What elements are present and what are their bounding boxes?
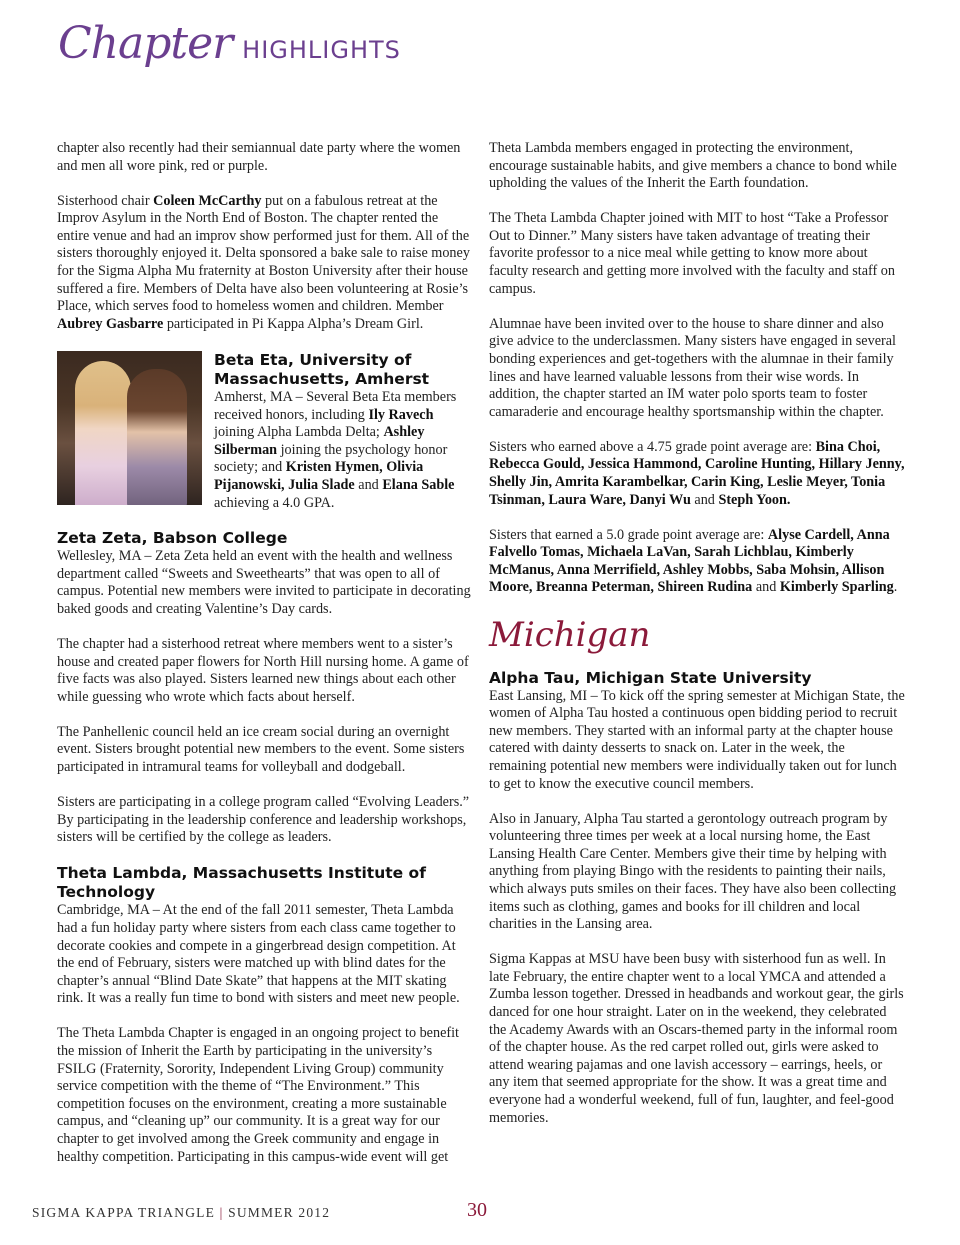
zeta-zeta-paragraph: Sisters are participating in a college program called “Evolving Leaders.” By participating in the leadership conference and leadership workshops, sisters will be certified by the college as leaders. (57, 794, 470, 846)
header-caps-word: HIGHLIGHTS (242, 36, 401, 64)
page-footer (32, 1205, 330, 1221)
alpha-tau-paragraph: Sigma Kappas at MSU have been busy with sisterhood fun as well. In late February, the entire chapter went to a local YMCA and attended a Zumba lesson together. Dressed in headbands and workout gear, the girls danced for one hour straight. Later on in the weekend, they celebrated the Academy Awards with an Oscars-themed party in the informal room of the chapter house. As the red carpet rolled out, girls were asked to attend wearing pajamas and one lavish accessory – earrings, heels, or any item that seemed appropriate for the show. It was a great time and everyone had a wonderful weekend, full of fun, laughter, and feel-good memories. (489, 951, 904, 1126)
zeta-zeta-paragraph: The Panhellenic council held an ice cream social during an overnight event. Sisters brought potential new members to the event. Some sisters participated in intramural teams for volleyball and dodgeball. (57, 723, 465, 776)
intro-paragraph-1: chapter also recently had their semiannual date party where the women and men all wore pink, red or purple. (57, 140, 461, 174)
state-heading: Michigan (489, 614, 651, 655)
footer-separator: | (219, 1205, 224, 1220)
page-header (58, 18, 401, 98)
intro-paragraph-2: Sisterhood chair Coleen McCarthy put on a fabulous retreat at the Improv Asylum in the North End of Boston. The chapter rented the entire venue and had an improv show performed just for them. All of the sisters thoroughly enjoyed it. Delta sponsored a bake sale to raise money for the Sigma Alpha Mu fraternity at Boston University after their house suffered a fire. Members of Delta have also been volunteering at Rosie’s Place, which serves food to homeless women and children. Member Aubrey Gasbarre participated in Pi Kappa Alpha’s Dream Girl. (57, 192, 470, 332)
photo-figure-right (127, 369, 187, 505)
alpha-tau-paragraph: Also in January, Alpha Tau started a gerontology outreach program by volunteering three times per week at a local nursing home, the East Lansing Health Care Center. Members give their time by helping with anything from playing Bingo with the residents to painting their nails, which always puts smiles on their faces. They have also been collecting items such as clothing, games and books for ill children and local charities in the Lansing area. (489, 810, 897, 933)
chapter-photo (57, 351, 202, 505)
section-heading: Theta Lambda, Massachusetts Institute of Technology (57, 864, 426, 902)
beta-eta-text (214, 351, 471, 512)
gpa-4-75-list: Sisters who earned above a 4.75 grade point average are: Bina Choi, Rebecca Gould, Jessica Hammond, Caroline Hunting, Hillary Jenny, Shelly Jin, Amrita Karambelkar, Carin King, Leslie Meyer, Tonia Tsinman, Laura Ware, Danyi Wu and Steph Yoon. (489, 438, 905, 508)
publication-name: SIGMA KAPPA TRIANGLE (32, 1205, 216, 1220)
theta-lambda-paragraph: The Theta Lambda Chapter joined with MIT to host “Take a Professor Out to Dinner.” Many sisters have taken advantage of treating their favorite professor to a nice meal while getting to know more about faculty research and getting more involved with the faculty and staff on campus. (489, 210, 895, 297)
member-name: Aubrey Gasbarre (57, 315, 164, 332)
left-column (57, 140, 471, 1184)
section-heading: Alpha Tau, Michigan State University (489, 668, 812, 687)
issue-label: SUMMER 2012 (228, 1205, 331, 1220)
beta-eta-paragraph: Amherst, MA – Several Beta Eta members received honors, including Ily Ravech joining Alpha Lambda Delta; Ashley Silberman joining the psychology honor society; and Kristen Hymen, Olivia Pijanowski, Julia Slade and Elana Sable achieving a 4.0 GPA. (214, 388, 457, 511)
theta-lambda-paragraph: Alumnae have been invited over to the house to share dinner and also give advice to the underclassmen. Many sisters have engaged in several bonding experiences and get-togethers with the alumnae in their family lines and have learned valuable lessons from their wise words. In addition, the chapter started an IM water polo sports team to foster camaraderie and encourage healthy sportsmanship within the chapter. (489, 315, 896, 420)
header-script-word: Chapter (58, 18, 233, 69)
right-column (489, 140, 905, 1145)
beta-eta-section (57, 351, 471, 512)
theta-lambda-paragraph: Cambridge, MA – At the end of the fall 2011 semester, Theta Lambda had a fun holiday party where sisters from each class came together to decorate cookies and compete in a gingerbread design competition. At the end of February, sisters were matched up with blind dates for the chapter’s annual “Blind Date Skate” that happens at the MIT skating rink. It was a really fun time to bond with sisters and meet new people. (57, 902, 460, 1007)
photo-figure-left (75, 361, 131, 505)
section-heading: Zeta Zeta, Babson College (57, 529, 288, 548)
alpha-tau-paragraph: East Lansing, MI – To kick off the spring semester at Michigan State, the women of Alpha Tau hosted a continuous open bidding period to recruit new members. They started with an informal party at the chapter house catered with dainty desserts to snack on. Later in the week, the remaining potential new members were individually taken out for lunch to get to know the executive council members. (489, 687, 905, 792)
gpa-5-0-list: Sisters that earned a 5.0 grade point average are: Alyse Cardell, Anna Falvello Tomas, Michaela LaVan, Sarah Lichblau, Kimberly McManus, Anna Merrifield, Ashley Mobbs, Saba Mohsin, Allison Moore, Breanna Peterman, Shireen Rudina and Kimberly Sparling. (489, 526, 898, 596)
theta-lambda-paragraph: Theta Lambda members engaged in protecting the environment, encourage sustainable habits, and give members a chance to bond while upholding the values of the Inherit the Earth foundation. (489, 140, 897, 192)
section-heading: Beta Eta, University of Massachusetts, Amherst (214, 350, 430, 388)
theta-lambda-paragraph: The Theta Lambda Chapter is engaged in an ongoing project to benefit the mission of Inherit the Earth by participating in the university’s FSILG (Fraternity, Sorority, Independent Living Group) community service competition with the theme of “The Environment.” This competition focuses on the environment, creating a more sustainable campus, and “cleaning up” our community. It is a great way for our chapter to get involved among the Greek community and engage in healthy competition. Participating in this campus-wide event will get (57, 1025, 459, 1165)
zeta-zeta-paragraph: Wellesley, MA – Zeta Zeta held an event with the health and wellness department called “Sweets and Sweethearts” that was open to all of campus. Potential new members were invited to participate in decorating baked goods and creating Valentine’s Day cards. (57, 548, 471, 617)
zeta-zeta-paragraph: The chapter had a sisterhood retreat where members went to a sister’s house and created paper flowers for North Hill nursing home. A game of five facts was also played. Sisters learned new things about each other while guessing who wrote which facts about herself. (57, 635, 469, 705)
member-name: Coleen McCarthy (153, 192, 262, 209)
page-number: 30 (467, 1199, 487, 1221)
